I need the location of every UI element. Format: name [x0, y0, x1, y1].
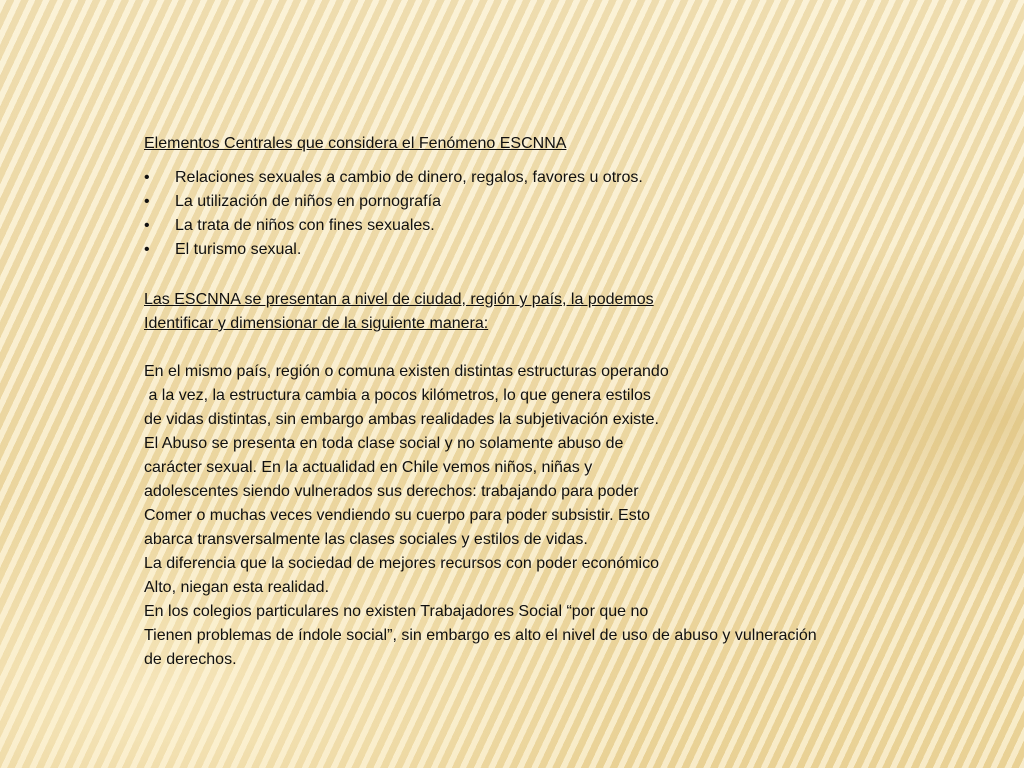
bullet-item — [144, 238, 964, 262]
bullet-dot: • — [144, 193, 150, 210]
bullet-text: La utilización de niños en pornografía — [175, 193, 441, 210]
bullet-text: La trata de niños con fines sexuales. — [175, 217, 435, 234]
slide-content — [144, 132, 964, 672]
bullet-text: Relaciones sexuales a cambio de dinero, regalos, favores u otros. — [175, 169, 643, 186]
body-line: de vidas distintas, sin embargo ambas realidades la subjetivación existe. — [144, 411, 659, 428]
bullet-item — [144, 214, 964, 238]
bullet-dot: • — [144, 241, 150, 258]
body-line: carácter sexual. En la actualidad en Chile vemos niños, niñas y — [144, 459, 593, 476]
subheading-line: Las ESCNNA se presentan a nivel de ciudad, región y país, la podemos — [144, 291, 654, 308]
body-line: abarca transversalmente las clases sociales y estilos de vidas. — [144, 531, 588, 548]
body-line: Alto, niegan esta realidad. — [144, 579, 330, 596]
bullet-dot: • — [144, 217, 150, 234]
bullet-item — [144, 190, 964, 214]
body-line: adolescentes siendo vulnerados sus derechos: trabajando para poder — [144, 483, 639, 500]
paragraph-spacer — [144, 336, 964, 360]
body-line: En los colegios particulares no existen Trabajadores Social “por que no — [144, 603, 649, 620]
bullet-list — [144, 166, 964, 262]
slide-heading: Elementos Centrales que considera el Fenómeno ESCNNA — [144, 135, 567, 152]
body-line: Tienen problemas de índole social”, sin embargo es alto el nivel de uso de abuso y vulneración — [144, 627, 817, 644]
body-line: En el mismo país, región o comuna existen distintas estructuras operando — [144, 363, 669, 380]
bullet-dot: • — [144, 169, 150, 186]
subheading-line: Identificar y dimensionar de la siguiente manera: — [144, 315, 489, 332]
body-line: Comer o muchas veces vendiendo su cuerpo para poder subsistir. Esto — [144, 507, 651, 524]
body-line: La diferencia que la sociedad de mejores recursos con poder económico — [144, 555, 659, 572]
body-line: a la vez, la estructura cambia a pocos kilómetros, lo que genera estilos — [144, 387, 651, 404]
bullet-text: El turismo sexual. — [175, 241, 302, 258]
body-line: El Abuso se presenta en toda clase social y no solamente abuso de — [144, 435, 624, 452]
body-line: de derechos. — [144, 651, 237, 668]
bullet-item — [144, 166, 964, 190]
